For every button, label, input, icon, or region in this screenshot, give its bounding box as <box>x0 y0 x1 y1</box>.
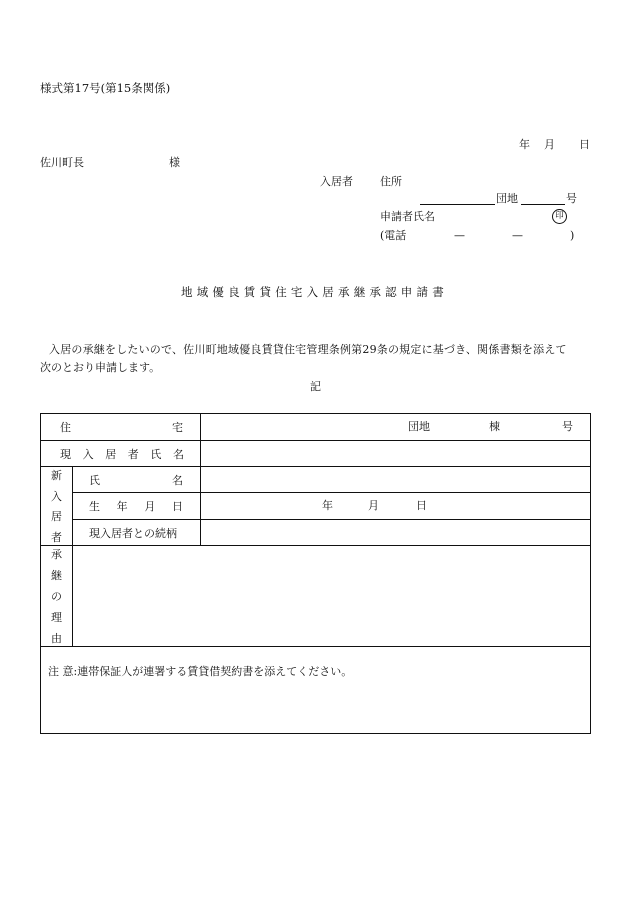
new-resident-char: 新 <box>51 469 62 482</box>
reason-input-cell[interactable] <box>73 546 591 647</box>
new-resident-char: 入 <box>51 489 62 503</box>
birth-char: 月 <box>144 500 156 513</box>
seal-mark-icon: 印 <box>552 209 567 224</box>
current-resident-input-cell[interactable] <box>201 441 591 467</box>
birthdate-input-cell[interactable] <box>201 493 591 520</box>
current-resident-char: 居 <box>105 447 117 461</box>
relation-label: 現入居者との続柄 <box>89 526 177 540</box>
new-resident-char: 居 <box>51 510 62 524</box>
new-resident-char: 者 <box>51 530 62 544</box>
name-label-2: 名 <box>172 473 183 487</box>
current-resident-char: 現 <box>60 447 71 461</box>
birth-year: 年 <box>322 499 333 512</box>
reason-row <box>41 546 591 647</box>
current-resident-row <box>41 441 591 467</box>
reason-char: 由 <box>51 632 62 645</box>
birth-char: 年 <box>116 500 128 513</box>
address-danchi-label: 団地 <box>496 192 518 205</box>
birthdate-label-cell <box>73 493 201 520</box>
applicant-role: 入居者 <box>320 175 353 188</box>
phone-open: (電話 <box>380 229 407 242</box>
reason-char: 継 <box>51 569 62 582</box>
address-label: 住所 <box>380 175 402 188</box>
name-label-1: 氏 <box>89 473 100 487</box>
relation-label-cell <box>73 520 201 546</box>
current-resident-char: 者 <box>127 447 139 461</box>
residence-label-2: 宅 <box>172 421 183 434</box>
phone-dash-1: — <box>454 229 465 242</box>
note-row <box>41 647 591 734</box>
residence-number: 号 <box>562 420 573 433</box>
date-day: 日 <box>579 138 590 151</box>
birth-day: 日 <box>416 499 427 512</box>
relation-row <box>41 520 591 546</box>
body-line-2: 次のとおり申請します。 <box>40 361 161 374</box>
residence-label-cell <box>41 414 201 441</box>
body-line-1: 入居の承継をしたいので、佐川町地域優良賃貸住宅管理条例第29条の規定に基づき、関係書類を添えて <box>49 343 567 356</box>
note-text: 注 意:連帯保証人が連署する賃貸借契約書を添えてください。 <box>48 665 353 678</box>
name-label-cell <box>73 467 201 493</box>
current-resident-char: 名 <box>172 447 184 461</box>
residence-label-1: 住 <box>60 421 71 434</box>
page-title: 地域優良賃貸住宅入居承継承認申請書 <box>181 285 448 299</box>
birthdate-row <box>41 493 591 520</box>
residence-row <box>41 414 591 441</box>
birth-char: 生 <box>89 500 100 513</box>
note-cell <box>41 647 591 734</box>
current-resident-char: 氏 <box>150 447 162 461</box>
phone-close: ) <box>570 229 575 242</box>
new-resident-name-input-cell[interactable] <box>201 467 591 493</box>
reason-label-cell <box>41 546 73 647</box>
form-number: 様式第17号(第15条関係) <box>40 81 171 95</box>
current-resident-char: 入 <box>82 447 94 461</box>
new-resident-label-cell <box>41 467 73 546</box>
date-year: 年 <box>519 138 530 151</box>
phone-dash-2: — <box>512 229 523 242</box>
residence-building: 棟 <box>489 420 500 433</box>
current-resident-label-cell <box>41 441 201 467</box>
residence-input-cell[interactable] <box>201 414 591 441</box>
address-danchi-blank[interactable] <box>420 204 495 205</box>
residence-danchi: 団地 <box>408 420 430 433</box>
ki-label: 記 <box>310 380 321 393</box>
address-number-label: 号 <box>566 192 577 205</box>
applicant-name-label: 申請者氏名 <box>380 210 435 223</box>
date-month: 月 <box>544 138 555 151</box>
new-resident-name-row <box>41 467 591 493</box>
addressee-name: 佐川町長 <box>40 156 84 169</box>
reason-char: 理 <box>51 611 62 624</box>
birth-month: 月 <box>368 499 379 512</box>
reason-char: の <box>51 590 62 603</box>
relation-input-cell[interactable] <box>201 520 591 546</box>
reason-char: 承 <box>51 548 62 561</box>
addressee-honorific: 様 <box>169 156 180 169</box>
address-number-blank[interactable] <box>521 204 565 205</box>
birth-char: 日 <box>171 500 183 513</box>
application-table <box>40 413 591 734</box>
